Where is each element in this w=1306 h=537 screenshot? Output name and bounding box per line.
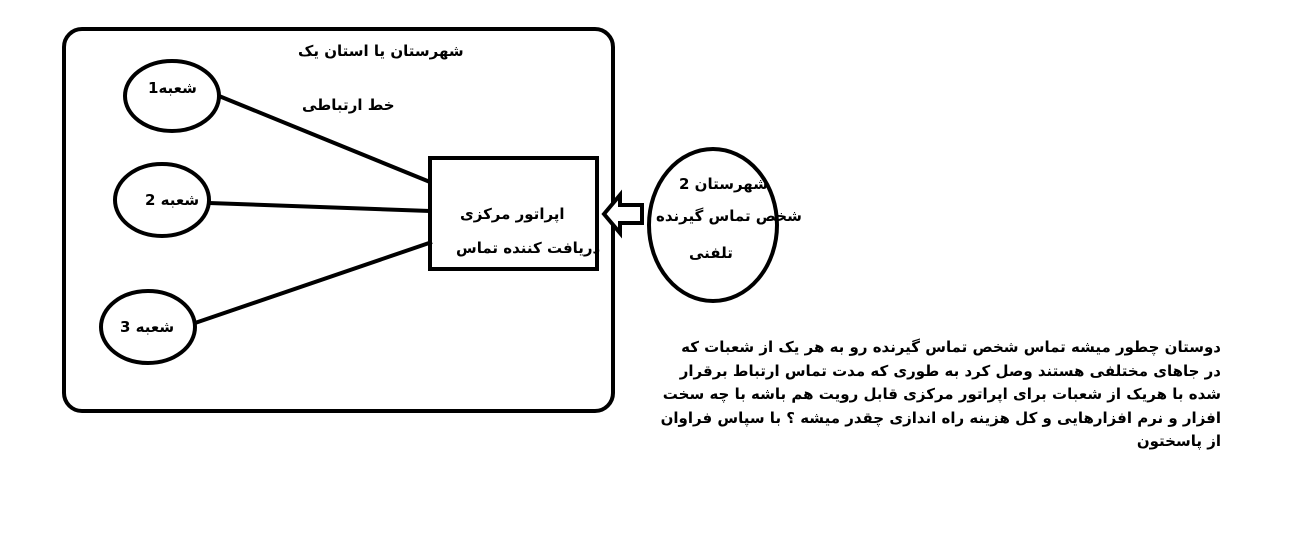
branch-2-label: شعبه 2 [145, 191, 200, 209]
operator-label-line1: اپراتور مرکزی [460, 205, 565, 223]
question-line: شده با هریک از شعبات برای اپراتور مرکزی قابل رویت هم باشه با چه سخت [662, 385, 1221, 403]
operator-label-line2: دریافت کننده تماس [456, 239, 601, 257]
link-branch-3 [195, 242, 432, 323]
question-line: از پاسختون [1136, 432, 1221, 450]
caller-label-line2: شخص تماس گیرنده [656, 207, 802, 225]
branch-3-label: شعبه 3 [120, 318, 175, 336]
question-text [660, 336, 1221, 454]
link-branch-2 [209, 203, 430, 211]
region-title: شهرستان یا استان یک [298, 42, 464, 60]
caller-node [649, 149, 777, 301]
caller-label-line1: شهرستان 2 [679, 175, 768, 193]
branch-1-label: شعبه1 [148, 79, 197, 97]
question-line: در جاهای مختلفی هستند وصل کرد به طوری که مدت تماس ارتباط برقرار [679, 361, 1221, 380]
link-label: خط ارتباطی [302, 96, 395, 114]
question-line: دوستان چطور میشه تماس شخص تماس گیرنده رو به هر یک از شعبات که [681, 338, 1221, 356]
caller-label-line3: تلفنی [689, 244, 733, 262]
question-line: افزار و نرم افزارهایی و کل هزینه راه اندازی چقدر میشه ؟ با سپاس فراوان [660, 408, 1221, 427]
incoming-call-arrow [604, 195, 642, 233]
